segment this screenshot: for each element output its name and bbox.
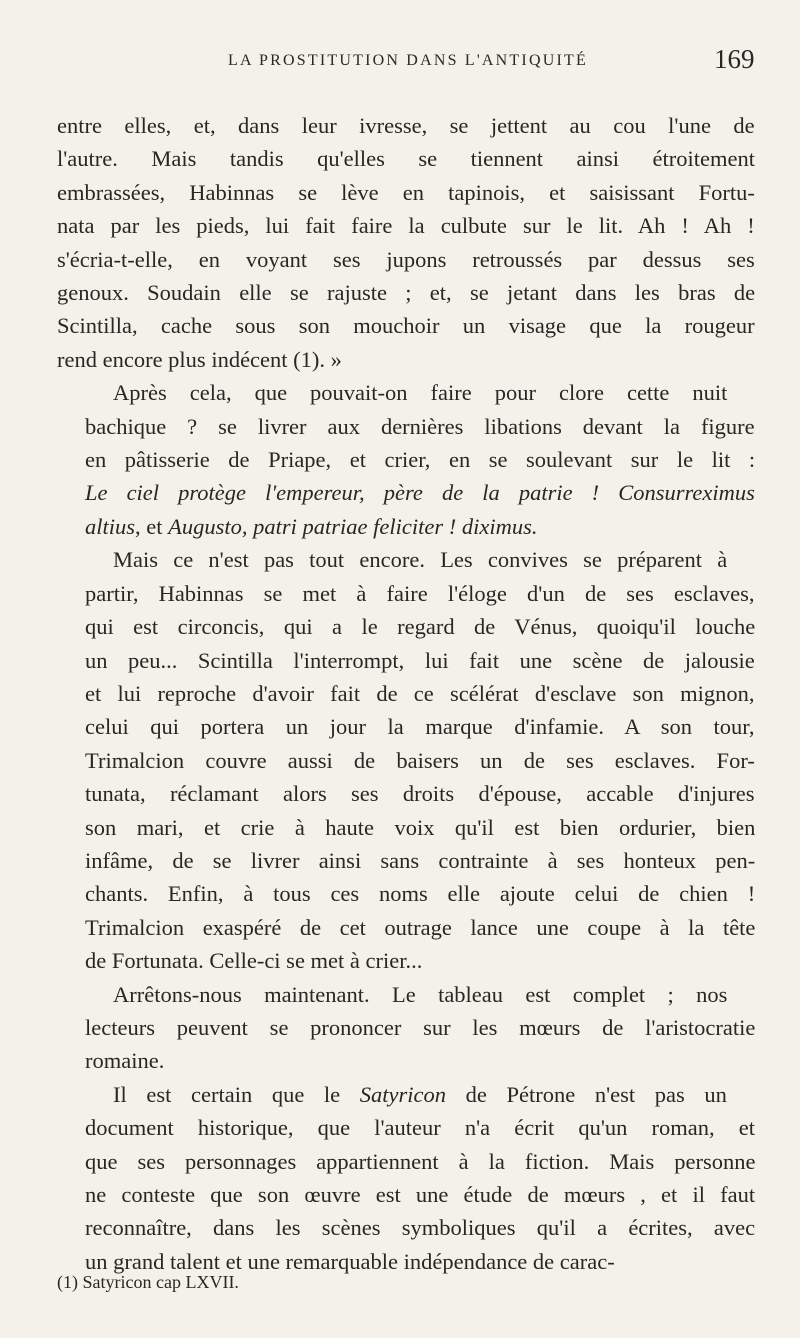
text-line: chants. Enfin, à tous ces noms elle ajoute celui de chien ! <box>85 881 755 907</box>
text-line: document historique, que l'auteur n'a écrit qu'un roman, et <box>85 1115 755 1141</box>
text-line: Mais ce n'est pas tout encore. Les convives se préparent à <box>113 547 728 573</box>
text-line: l'autre. Mais tandis qu'elles se tiennent ainsi étroitement <box>57 146 755 172</box>
text-line: infâme, de se livrer ainsi sans contrainte à ses honteux pen- <box>85 847 755 873</box>
paragraph <box>57 543 755 977</box>
text-line: genoux. Soudain elle se rajuste ; et, se jetant dans les bras de <box>57 280 755 306</box>
text-line: embrassées, Habinnas se lève en tapinois, et saisissant Fortu- <box>57 179 755 205</box>
text-line: rend encore plus indécent (1). » <box>57 346 342 372</box>
running-head <box>0 44 800 80</box>
paragraph <box>57 109 755 376</box>
text-line: nata par les pieds, lui fait faire la culbute sur le lit. Ah ! Ah ! <box>57 213 755 239</box>
italic-phrase: Satyricon <box>359 1081 447 1107</box>
text-line: romaine. <box>85 1048 165 1074</box>
text-line: Scintilla, cache sous son mouchoir un visage que la rougeur <box>57 313 755 339</box>
text-line: s'écria-t-elle, en voyant ses jupons retroussés par dessus ses <box>57 246 755 272</box>
italic-phrase: diximus. <box>461 513 538 539</box>
text-line: que ses personnages appartiennent à la fiction. Mais personne <box>85 1148 755 1174</box>
italic-phrase: Consurreximus <box>618 480 755 506</box>
text-line: et lui reproche d'avoir fait de ce scélérat d'esclave son mignon, <box>85 680 755 706</box>
page-number: 169 <box>714 44 755 74</box>
text-line: ne conteste que son œuvre est une étude de mœurs , et il faut <box>85 1182 755 1207</box>
text-line: Il est certain que le Satyricon de Pétrone n'est pas un <box>113 1081 727 1107</box>
text-line: lecteurs peuvent se prononcer sur les mœurs de l'aristocratie <box>85 1014 755 1040</box>
paragraph <box>57 376 755 543</box>
text-line: un grand talent et une remarquable indépendance de carac- <box>85 1248 615 1274</box>
text-line: reconnaître, dans les scènes symboliques qu'il a écrites, avec <box>85 1215 755 1241</box>
footnote: (1) Satyricon cap LXVII. <box>57 1272 239 1292</box>
text-line: altius, et Augusto, patri patriae feliciter ! diximus. <box>85 513 538 539</box>
text-line: en pâtisserie de Priape, et crier, en se soulevant sur le lit : <box>85 447 755 473</box>
italic-phrase: Le ciel protège l'empereur, père de la patrie ! <box>85 480 600 506</box>
text-line: un peu... Scintilla l'interrompt, lui fait une scène de jalousie <box>85 647 755 673</box>
text-line: qui est circoncis, qui a le regard de Vénus, quoiqu'il louche <box>85 614 755 640</box>
paragraph <box>57 978 755 1078</box>
text-line: bachique ? se livrer aux dernières libations devant la figure <box>85 413 755 439</box>
text-line: Trimalcion couvre aussi de baisers un de ses esclaves. For- <box>85 747 755 773</box>
text-line: tunata, réclamant alors ses droits d'épouse, accable d'injures <box>85 781 755 807</box>
body-text <box>57 109 755 1278</box>
text-line: Arrêtons-nous maintenant. Le tableau est complet ; nos <box>113 981 728 1007</box>
text-line: celui qui portera un jour la marque d'infamie. A son tour, <box>85 714 755 740</box>
text-line: partir, Habinnas se met à faire l'éloge d'un de ses esclaves, <box>85 580 755 606</box>
text-line: entre elles, et, dans leur ivresse, se jettent au cou l'une de <box>57 113 755 138</box>
text-line: son mari, et crie à haute voix qu'il est bien ordurier, bien <box>85 814 755 840</box>
text-line: Après cela, que pouvait-on faire pour clore cette nuit <box>113 380 728 406</box>
paragraph <box>57 1078 755 1278</box>
text-line: Trimalcion exaspéré de cet outrage lance une coupe à la tête <box>85 914 755 940</box>
text-line: de Fortunata. Celle-ci se met à crier... <box>85 948 423 974</box>
italic-phrase: altius <box>85 513 136 539</box>
running-title: LA PROSTITUTION DANS L'ANTIQUITÉ <box>228 52 588 69</box>
text-line <box>57 476 755 509</box>
italic-phrase: Augusto, patri patriae feliciter ! <box>168 513 457 539</box>
